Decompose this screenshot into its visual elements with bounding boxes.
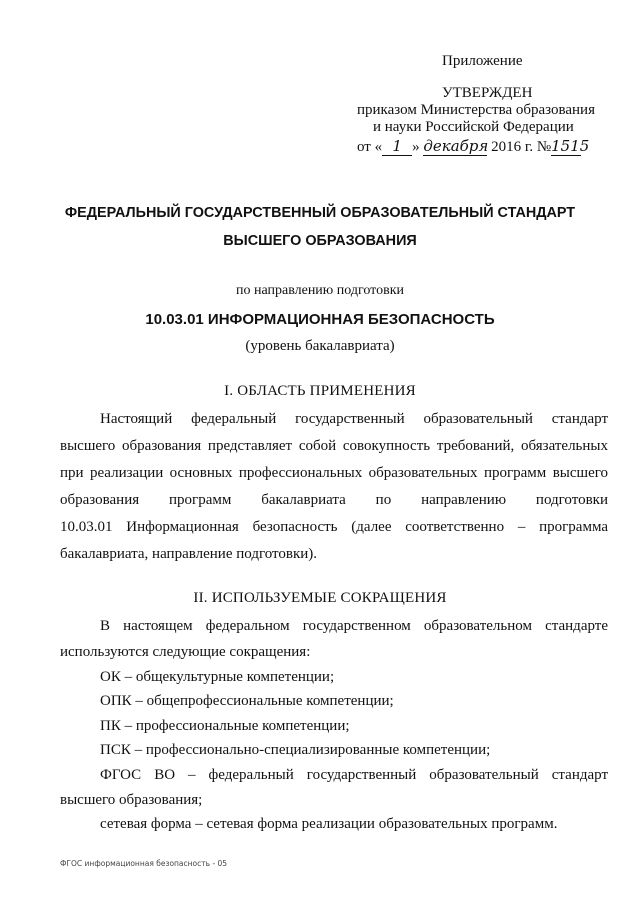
fgos-abbreviation-line: высшего образования;: [60, 792, 203, 808]
standard-title-line-1: ФЕДЕРАЛЬНЫЙ ГОСУДАРСТВЕННЫЙ ОБРАЗОВАТЕЛЬНЫЙ СТАНДАРТ: [64, 205, 576, 221]
section-1-line: бакалавриата, направление подготовки).: [60, 546, 318, 562]
order-line-1: приказом Министерства образования: [357, 102, 595, 118]
section-1-line: образования программ бакалавриата по направлению подготовки: [60, 492, 608, 508]
section-2-heading: II. ИСПОЛЬЗУЕМЫЕ СОКРАЩЕНИЯ: [193, 590, 447, 606]
date-mid: »: [412, 139, 424, 155]
direction-code-name: 10.03.01 ИНФОРМАЦИОННАЯ БЕЗОПАСНОСТЬ: [145, 311, 495, 328]
appendix-label: Приложение: [442, 53, 523, 69]
order-line-2: и науки Российской Федерации: [373, 119, 574, 135]
network-form-definition: сетевая форма – сетевая форма реализации образовательных программ.: [100, 816, 558, 832]
order-number: 1515: [551, 137, 590, 155]
abbreviation-item: ПСК – профессионально-специализированные компетенции;: [100, 742, 491, 758]
section-2-intro-line: В настоящем федеральном государственном образовательном стандарте: [100, 618, 608, 634]
section-1-heading: I. ОБЛАСТЬ ПРИМЕНЕНИЯ: [224, 383, 416, 399]
abbreviation-item: ПК – профессиональные компетенции;: [100, 718, 350, 734]
page-footer: ФГОС информационная безопасность - 05: [60, 859, 228, 868]
section-1-line: Настоящий федеральный государственный образовательный стандарт: [100, 411, 608, 427]
section-2-intro-line: используются следующие сокращения:: [60, 644, 311, 660]
fgos-abbreviation-line: ФГОС ВО – федеральный государственный образовательный стандарт: [100, 767, 608, 783]
qualification-level: (уровень бакалавриата): [245, 338, 395, 354]
abbreviation-item: ОПК – общепрофессиональные компетенции;: [100, 693, 394, 709]
date-month: декабря: [423, 137, 489, 155]
date-prefix: от «: [357, 139, 383, 155]
date-day: 1: [382, 138, 412, 156]
approved-label: УТВЕРЖДЕН: [442, 85, 533, 101]
standard-title-line-2: ВЫСШЕГО ОБРАЗОВАНИЯ: [223, 233, 417, 249]
section-1-line: при реализации основных профессиональных образовательных программ высшего: [60, 465, 608, 481]
section-1-line: высшего образования представляет собой совокупность требований, обязательных: [60, 438, 608, 454]
section-1-line: 10.03.01 Информационная безопасность (далее соответственно – программа: [60, 519, 608, 535]
abbreviation-item: ОК – общекультурные компетенции;: [100, 669, 335, 685]
order-date-line: [357, 137, 590, 156]
direction-label: по направлению подготовки: [235, 283, 405, 298]
date-year: 2016 г. №: [487, 139, 552, 155]
